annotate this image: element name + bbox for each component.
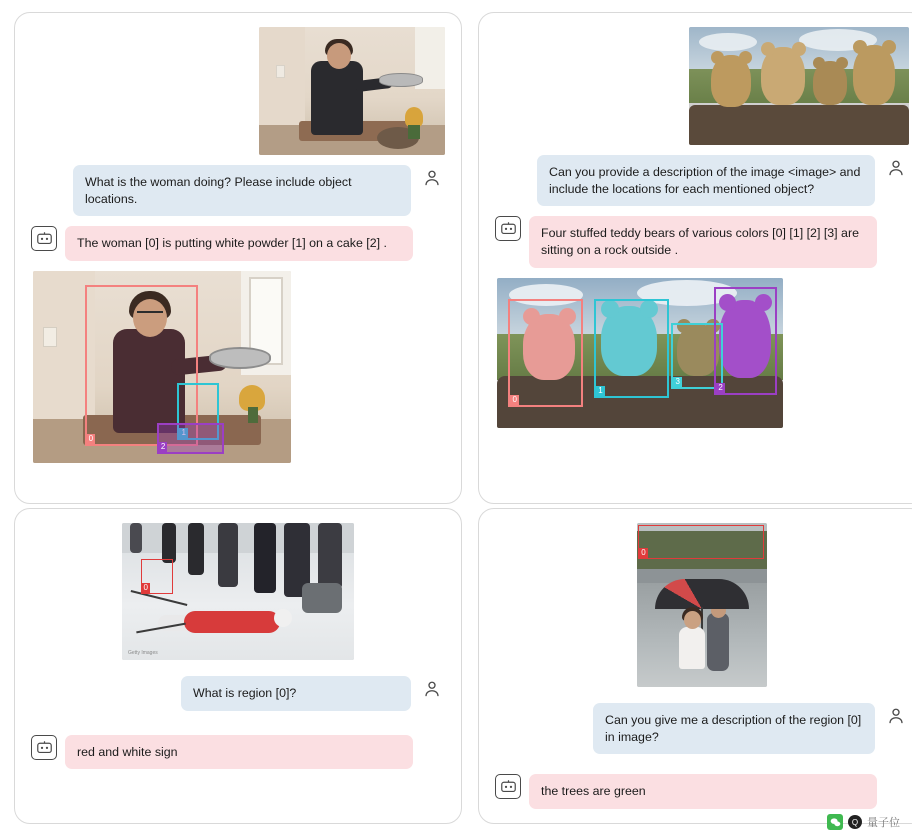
card-teddy-bears bbox=[478, 12, 912, 504]
card-region-trees bbox=[478, 508, 912, 824]
robot-avatar bbox=[495, 216, 521, 241]
bot-message-bubble: red and white sign bbox=[65, 735, 413, 770]
user-message-bubble: Can you provide a description of the image <image> and include the locations for each mentioned object? bbox=[537, 155, 875, 206]
bbox-1: 1 bbox=[177, 383, 218, 441]
user-message-bubble: What is region [0]? bbox=[181, 676, 411, 711]
qbitai-logo-icon: Q bbox=[848, 815, 862, 829]
bot-message-bubble: The woman [0] is putting white powder [1] on a cake [2] . bbox=[65, 226, 413, 261]
bbox-2: 2 bbox=[157, 423, 224, 454]
bbox-0: 0 bbox=[141, 559, 173, 595]
robot-avatar bbox=[31, 735, 57, 760]
user-avatar bbox=[883, 703, 909, 729]
bbox-0: 0 bbox=[508, 299, 582, 407]
image-row-top bbox=[495, 523, 909, 687]
user-message-row bbox=[495, 703, 909, 754]
bot-message-row bbox=[31, 735, 445, 770]
watermark-text: 量子位 bbox=[867, 817, 900, 829]
robot-avatar bbox=[495, 774, 521, 799]
card-woman-cake bbox=[14, 12, 462, 504]
wechat-icon bbox=[827, 814, 843, 830]
watermark bbox=[827, 814, 900, 830]
bbox-2: 2 bbox=[714, 287, 777, 395]
user-message-bubble: What is the woman doing? Please include object locations. bbox=[73, 165, 411, 216]
image-row-annotated bbox=[495, 278, 909, 428]
girl-umbrella-photo bbox=[637, 523, 767, 687]
card-region-sign bbox=[14, 508, 462, 824]
robot-avatar bbox=[31, 226, 57, 251]
bbox-1: 1 bbox=[594, 299, 668, 398]
bot-message-row bbox=[495, 216, 909, 267]
bot-message-bubble: the trees are green bbox=[529, 774, 877, 809]
image-row-annotated bbox=[31, 271, 445, 463]
teddy-bears-photo bbox=[689, 27, 909, 145]
image-row-top bbox=[31, 523, 445, 660]
user-avatar bbox=[883, 155, 909, 181]
bbox-3: 3 bbox=[671, 323, 722, 389]
woman-sifting-photo bbox=[259, 27, 445, 155]
bot-message-bubble: Four stuffed teddy bears of various colors [0] [1] [2] [3] are sitting on a rock outside . bbox=[529, 216, 877, 267]
user-message-row bbox=[31, 676, 445, 711]
user-message-row bbox=[495, 155, 909, 206]
bot-message-row bbox=[31, 226, 445, 261]
bbox-0: 0 bbox=[638, 525, 764, 559]
teddy-bears-annotated-photo bbox=[497, 278, 783, 428]
user-message-bubble: Can you give me a description of the region [0] in image? bbox=[593, 703, 875, 754]
woman-sifting-annotated-photo bbox=[33, 271, 291, 463]
image-row-top bbox=[31, 27, 445, 155]
bbox-0: 0 bbox=[85, 285, 199, 446]
user-avatar bbox=[419, 676, 445, 702]
bot-message-row bbox=[495, 774, 909, 809]
user-message-row bbox=[31, 165, 445, 216]
image-row-top bbox=[495, 27, 909, 145]
skier-crash-photo: Getty Images 0 bbox=[122, 523, 354, 660]
user-avatar bbox=[419, 165, 445, 191]
